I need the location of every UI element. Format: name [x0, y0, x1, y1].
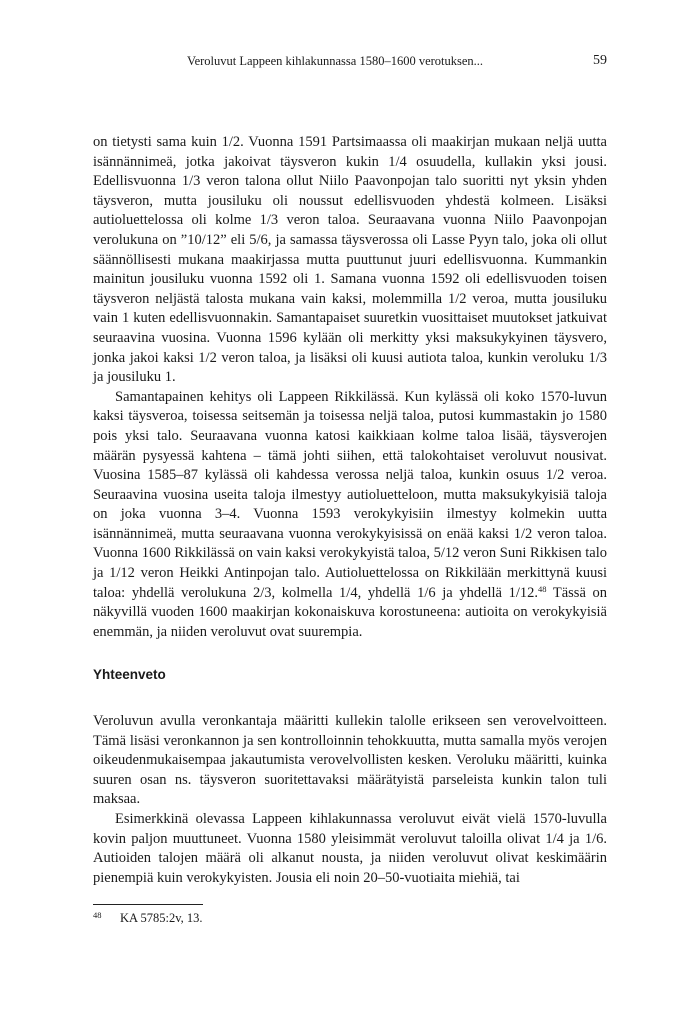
paragraph: Veroluvun avulla veronkantaja määritti kullekin talolle erikseen sen verovelvoitteen. Tämä lisäsi veronkannon ja sen kontrolloinnin tehokkuutta, mutta samalla myös verojen oikeudenmukaisempaa jakautumista verovelvollisten kesken. Veroluku määritti, kuinka suuren osan ns. täysveron suoritettavaksi määrätyistä parseleista kunkin talon tuli maksaa.	[93, 713, 607, 808]
footnote-divider	[93, 904, 203, 905]
paragraph-text: Samantapainen kehitys oli Lappeen Rikkilässä. Kun kylässä oli koko 1570-luvun kaksi täysveroa, toisessa seitsemän ja toisessa neljä taloa, putosi kummastakin jo 1580 pois yksi talo. Seuraavana vuonna katosi kaikkiaan kolme taloa lisää, täysverojen määrän pysyessä kahtena – tämä johti siihen, että talokohtaiset veroluvut nousivat. Vuosina 1585–87 kylässä oli kahdessa verossa neljä taloa, kunkin osuus 1/2 veroa. Seuraavina vuosina useita taloja ilmestyy autioluetteloon, mutta maksukykyisiä taloja on joka vuonna 3–4. Vuonna 1593 verokykyisiin ilmestyy kolmekin uutta isännännimeä, mutta seuraavana vuonna verokykyisissä on enää kaksi 1/2 veron taloa. Vuonna 1600 Rikkilässä on vain kaksi verokykyistä taloa, 5/12 veron Suni Rikkisen talo ja 1/12 veron Heikki Antinpojan talo. Autioluettelossa on Rikkilään merkittynä kuusi taloa: yhdellä verolukuna 2/3, kolmella 1/4, yhdellä 1/6 ja yhdellä 1/12.	[93, 388, 607, 601]
section-heading: Yhteenveto	[93, 667, 166, 682]
paragraph-text: Tässä on näkyvillä vuoden 1600 maakirjan kokonaiskuva korostuneena: autioita on verokykyisiä enemmän, ja niiden veroluvut ovat suurempia.	[93, 584, 607, 640]
footnote	[93, 910, 607, 926]
page-number: 59	[593, 53, 607, 68]
body-text-bottom	[93, 712, 607, 888]
running-header	[93, 54, 607, 72]
footnote-number: 48	[93, 910, 102, 920]
paragraph: Esimerkkinä olevassa Lappeen kihlakunnassa veroluvut eivät vielä 1570-luvulla kovin paljon muuttuneet. Vuonna 1580 yleisimmät veroluvut taloilla olivat 1/4 ja 1/6. Autioiden talojen määrä oli alkanut nousta, ja niiden veroluvut olivat keskimäärin pienempiä kuin verokykyisten. Jousia eli noin 20–50-vuotiaita miehiä, tai	[93, 810, 607, 886]
running-title: Veroluvut Lappeen kihlakunnassa 1580–1600 verotuksen...	[186, 54, 484, 68]
body-text-top	[93, 133, 607, 642]
paragraph	[93, 388, 607, 643]
footnote-text: KA 5785:2v, 13.	[120, 911, 203, 925]
footnote-reference[interactable]: 48	[538, 583, 547, 594]
paragraph: on tietysti sama kuin 1/2. Vuonna 1591 Partsimaassa oli maakirjan mukaan neljä uutta isännännimeä, jotka jakoivat täysveron kukin 1/4 osuudella, kullakin yksi jousi. Edellisvuonna 1/3 veron talona ollut Niilo Paavonpojan talo suoritti nyt yksin yhden täysveron, mutta jousiluku oli noussut edellisvuoden yhdestä kolmeen. Lisäksi autioluettelossa oli kolme 1/3 veron taloa. Seuraavana vuonna Niilo Paavonpojan verolukuna on ”10/12” eli 5/6, ja samassa täysverossa oli Lasse Pyyn talo, joka oli ollut säännöllisesti mukana maakirjassa mutta puuttunut juuri edellisvuonna. Kummankin mainitun jousiluku vuonna 1592 oli 1. Samana vuonna 1592 oli edellisvuoden toisen täysveron neljästä talosta mukana vain kaksi, molemmilla 1/2 veroa, mutta jousiluku vain 1 kuten edellisvuonnakin. Samantapaiset suuretkin vuosittaiset muutokset jatkuivat seuraavina vuosina. Vuonna 1596 kylään oli merkitty yksi maksukykyinen täysvero, jonka jakoi kaksi 1/2 veron taloa, ja lisäksi oli kuusi autiota taloa, kunkin veroluku 1/3 ja jousiluku 1.	[93, 134, 607, 386]
